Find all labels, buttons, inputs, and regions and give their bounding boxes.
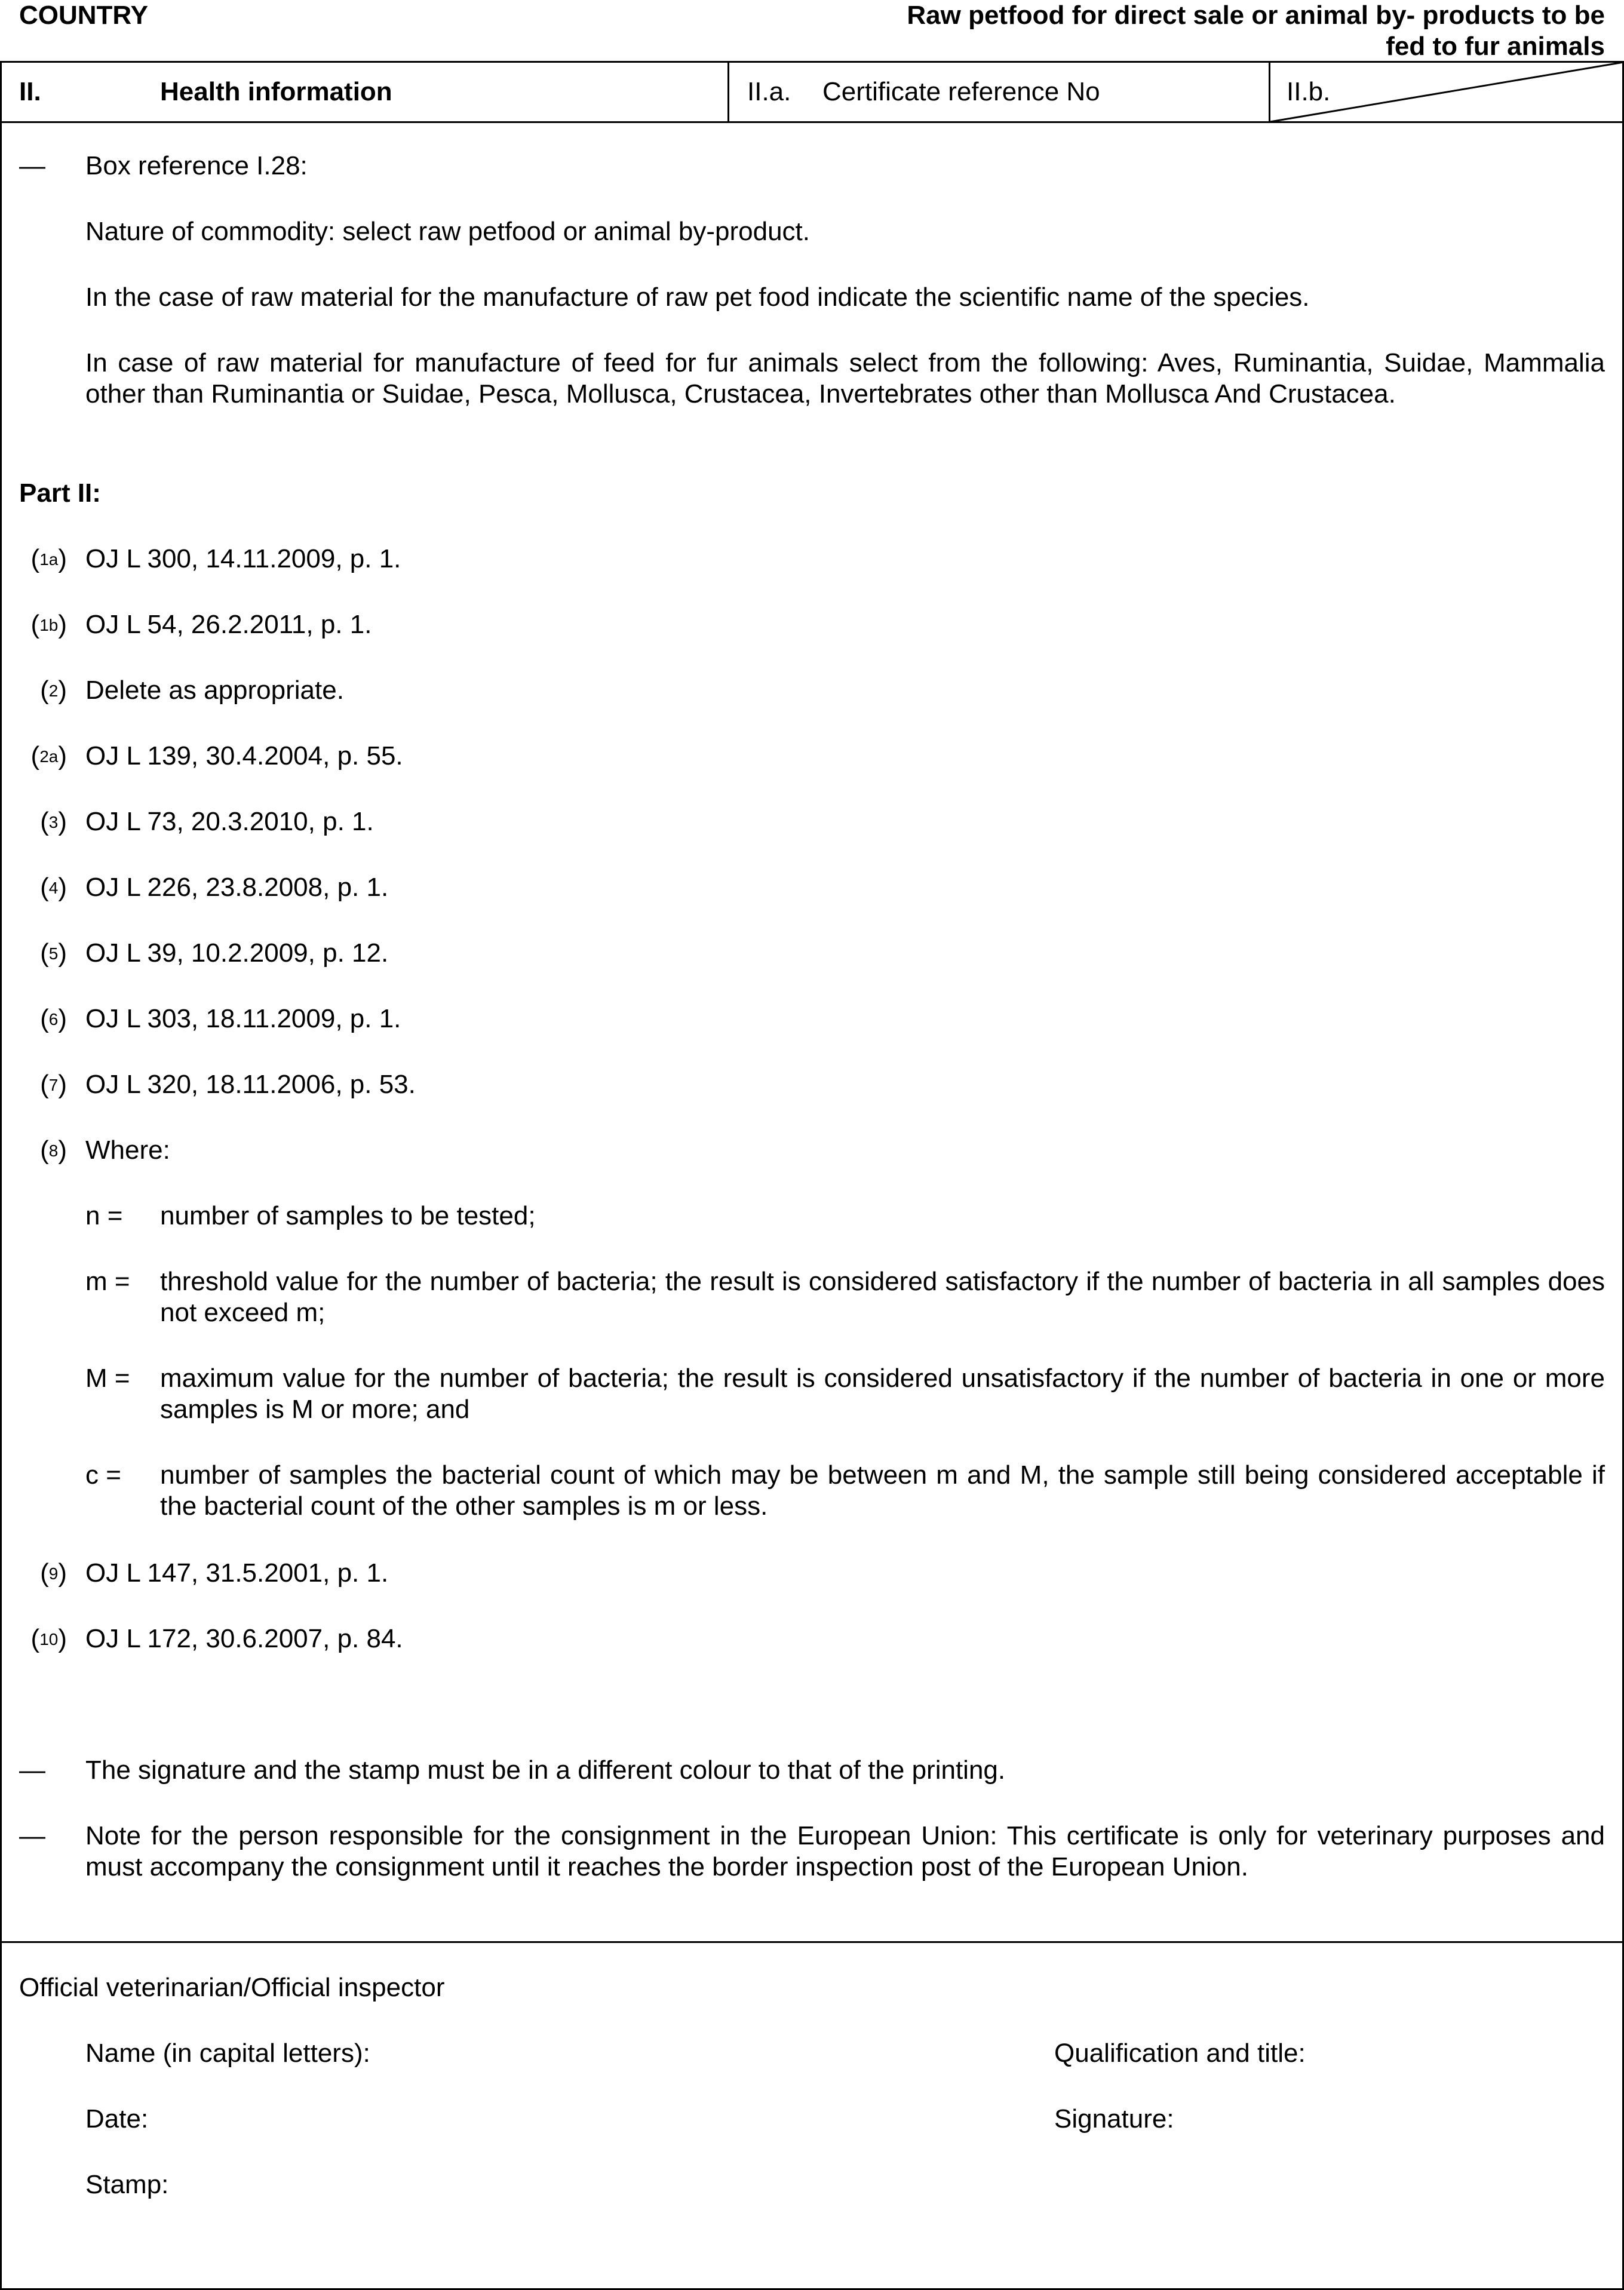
country-label: COUNTRY [19, 1, 148, 30]
footnote-text: OJ L 226, 23.8.2008, p. 1. [85, 873, 389, 902]
note-dash: — [19, 1821, 45, 1850]
footnote-text: OJ L 303, 18.11.2009, p. 1. [85, 1004, 401, 1033]
definition-text: threshold value for the number of bacteria; the result is considered satisfactory if the number of bacteria in all samples does not exceed m; [160, 1267, 1605, 1327]
footnote-marker: ($^6$) [40, 1004, 67, 1033]
qualification-label: Qualification and title: [1054, 2039, 1306, 2068]
footnote-text: OJ L 320, 18.11.2006, p. 53. [85, 1070, 416, 1099]
document-title-line2: fed to fur animals [1386, 32, 1605, 61]
footnote-marker: ($^{2a}$) [30, 741, 67, 771]
footnote-marker: ($^4$) [40, 873, 67, 902]
definition-text: maximum value for the number of bacteria; the result is considered unsatisfactory if the number of bacteria in one or more samples is M or more; and [160, 1364, 1605, 1424]
footnote-text: OJ L 147, 31.5.2001, p. 1. [85, 1558, 389, 1588]
definition-term: M = [85, 1364, 130, 1393]
stamp-label: Stamp: [85, 2170, 169, 2199]
footnote-marker: ($^{10}$) [30, 1624, 67, 1653]
footnote-marker: ($^{1a}$) [30, 544, 67, 573]
footnote-text: OJ L 39, 10.2.2009, p. 12. [85, 938, 389, 968]
box-ref-heading: Box reference I.28: [85, 151, 308, 180]
ref-a-label: Certificate reference No [822, 77, 1100, 106]
box-ref-dash: — [19, 151, 45, 180]
note-text: Note for the person responsible for the consignment in the European Union: This certificate is only for veterinary purposes and must accompany the consignment until it reaches the border inspection post of the European Union. [85, 1821, 1605, 1881]
box-ref-paragraph: In the case of raw material for the manufacture of raw pet food indicate the scientific name of the species. [85, 283, 1310, 312]
section-number: II. [19, 77, 41, 106]
footnote-text: OJ L 300, 14.11.2009, p. 1. [85, 544, 401, 573]
signature-label: Signature: [1054, 2104, 1174, 2134]
ref-b-code: II.b. [1287, 77, 1331, 106]
section-title: Health information [160, 77, 392, 106]
footnote-marker: ($^{1b}$) [30, 610, 67, 639]
footnote-marker: ($^5$) [40, 938, 67, 968]
ref-a-code: II.a. [747, 77, 791, 106]
part2-heading: Part II: [19, 478, 101, 508]
definition-term: n = [85, 1201, 123, 1230]
footnote-text: Where: [85, 1135, 170, 1165]
footnote-marker: ($^2$) [40, 676, 67, 705]
note-text: The signature and the stamp must be in a different colour to that of the printing. [85, 1755, 1006, 1785]
footnote-marker: ($^9$) [40, 1558, 67, 1588]
footnote-marker: ($^3$) [40, 807, 67, 836]
box-ref-paragraph: Nature of commodity: select raw petfood or animal by-product. [85, 217, 810, 246]
definition-text: number of samples to be tested; [160, 1201, 536, 1230]
definition-term: m = [85, 1267, 130, 1296]
footnote-text: OJ L 172, 30.6.2007, p. 84. [85, 1624, 403, 1653]
footnote-text: OJ L 139, 30.4.2004, p. 55. [85, 741, 403, 771]
section-row-separator-1 [727, 61, 729, 123]
definition-term: c = [85, 1460, 121, 1490]
note-dash: — [19, 1755, 45, 1785]
definition-text: number of samples the bacterial count of which may be between m and M, the sample still being considered acceptable if the bacterial count of the other samples is m or less. [160, 1460, 1605, 1521]
document-title [709, 0, 1605, 62]
name-label: Name (in capital letters): [85, 2039, 370, 2068]
date-label: Date: [85, 2104, 149, 2134]
footnote-text: OJ L 73, 20.3.2010, p. 1. [85, 807, 374, 836]
signature-block-divider [0, 1941, 1624, 1943]
footnote-text: Delete as appropriate. [85, 676, 344, 705]
footnote-marker: ($^7$) [40, 1070, 67, 1099]
document-title-line1: Raw petfood for direct sale or animal by- products to be [907, 1, 1605, 30]
box-ref-paragraph: In case of raw material for manufacture of feed for fur animals select from the following: Aves, Ruminantia, Suidae, Mammalia other than Ruminantia or Suidae, Pesca, Mollusca, Crustacea, Invertebrates other than Mollusca And Crustacea. [85, 348, 1605, 409]
signature-block-heading: Official veterinarian/Official inspector [19, 1973, 445, 2002]
footnote-marker: ($^8$) [40, 1135, 67, 1165]
footnote-text: OJ L 54, 26.2.2011, p. 1. [85, 610, 372, 639]
